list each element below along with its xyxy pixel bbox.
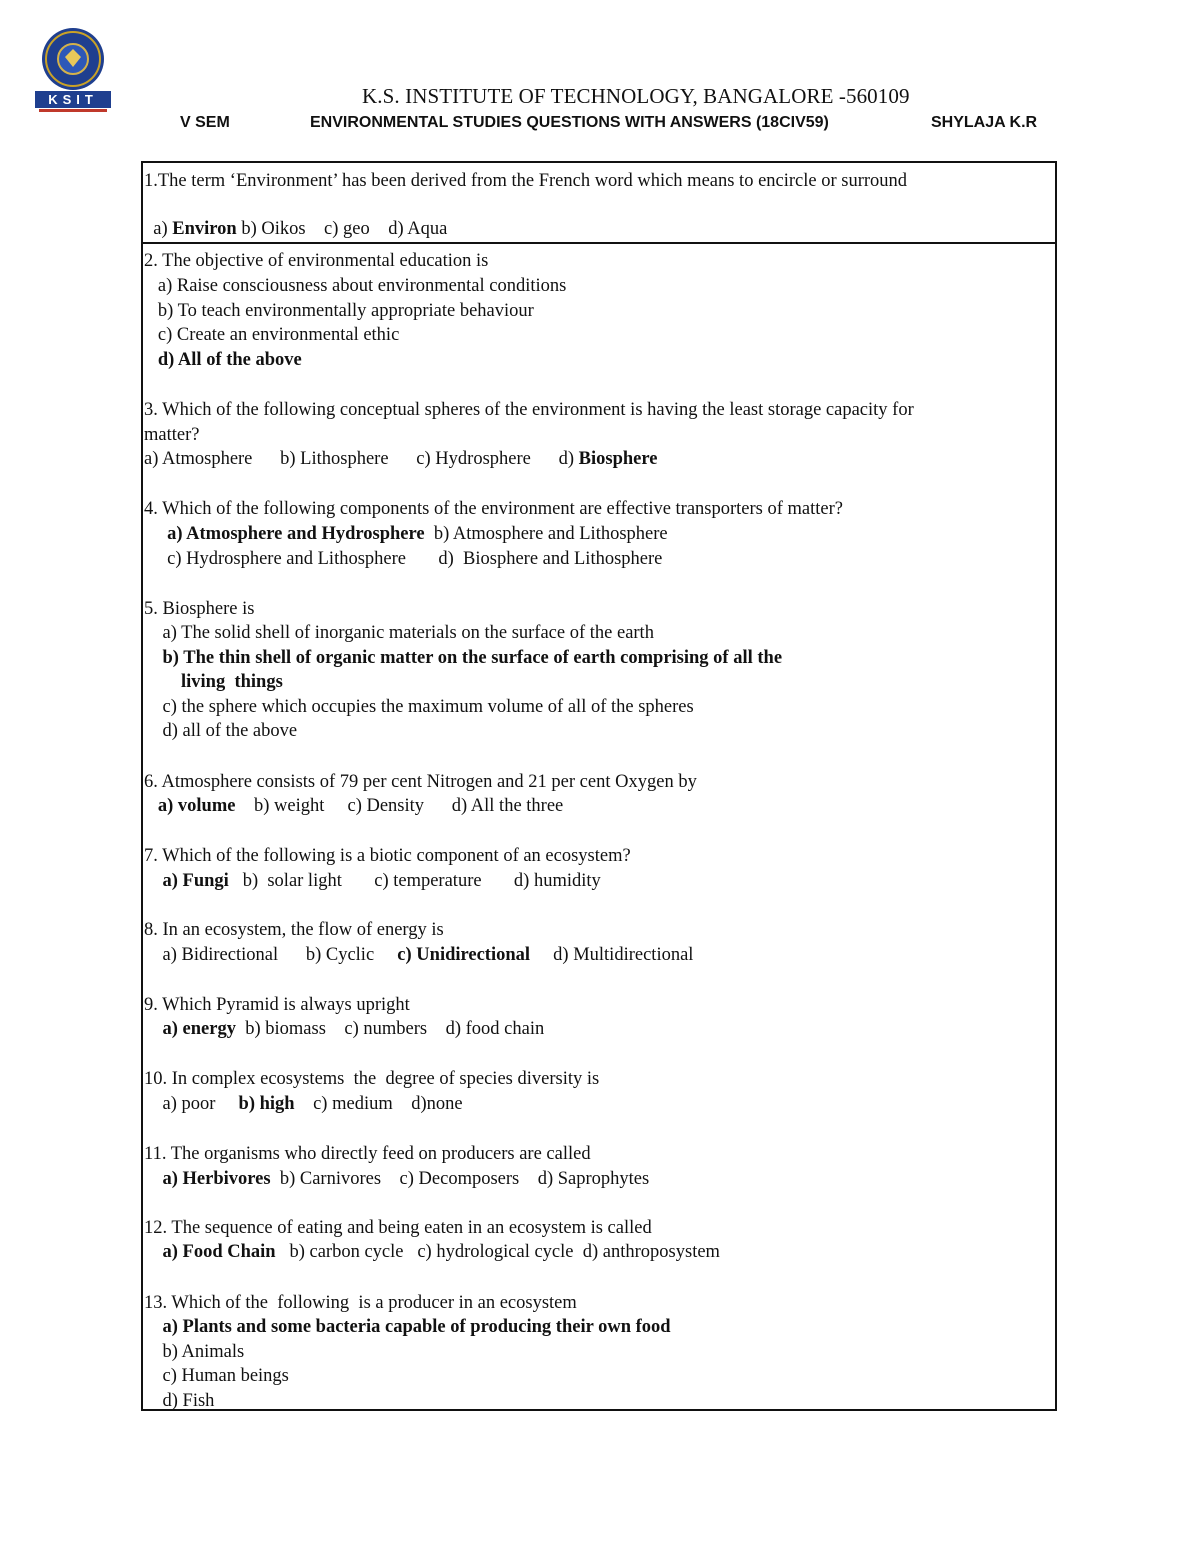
correct-answer: a) energy <box>162 1019 236 1039</box>
correct-answer: a) Plants and some bacteria capable of producing their own food <box>162 1317 671 1337</box>
text-segment: b) solar light c) temperature d) humidity <box>228 871 601 891</box>
text-segment: b) Oikos c) geo d) Aqua <box>236 219 448 239</box>
answer-option-line <box>144 522 668 546</box>
text-segment <box>144 1169 163 1189</box>
text-segment: c) the sphere which occupies the maximum volume of all of the spheres <box>144 697 694 717</box>
correct-answer: a) volume <box>157 796 236 816</box>
text-segment <box>144 871 163 891</box>
text-segment <box>144 648 163 668</box>
semester-label: V SEM <box>180 114 230 131</box>
text-segment: 10. In complex ecosystems the degree of species diversity is <box>144 1069 600 1089</box>
question-divider <box>143 242 1055 244</box>
answer-option-line <box>144 719 297 743</box>
question-text <box>144 1291 577 1315</box>
question-text <box>144 1067 599 1091</box>
text-segment: 2. The objective of environmental education is <box>144 251 489 271</box>
question-text <box>144 249 488 273</box>
correct-answer: d) All of the above <box>157 350 302 370</box>
text-segment: a) poor <box>144 1094 239 1114</box>
text-segment: 4. Which of the following components of the environment are effective transporters of matter? <box>144 499 843 519</box>
text-segment: a) Bidirectional b) Cyclic <box>144 945 398 965</box>
answer-option-line <box>144 1017 544 1041</box>
course-title: ENVIRONMENTAL STUDIES QUESTIONS WITH ANSWERS (18CIV59) <box>310 114 829 131</box>
text-segment: c) Hydrosphere and Lithosphere d) Biosphere and Lithosphere <box>144 549 663 569</box>
answer-option-line <box>144 348 302 372</box>
text-segment: 8. In an ecosystem, the flow of energy is <box>144 920 444 940</box>
text-segment: d) Fish <box>144 1391 215 1411</box>
answer-option-line <box>144 1340 244 1364</box>
text-segment: a) Atmosphere b) Lithosphere c) Hydrosphere d) <box>144 449 579 469</box>
answer-option-line <box>144 869 601 893</box>
answer-option-line <box>144 1389 214 1413</box>
answer-option-line <box>144 1240 720 1264</box>
answer-option-line <box>144 1167 649 1191</box>
text-segment: d) Multidirectional <box>530 945 694 965</box>
answer-option-line <box>144 670 283 694</box>
answer-option-line <box>144 299 534 323</box>
answer-option-line <box>144 323 399 347</box>
text-segment: 11. The organisms who directly feed on producers are called <box>144 1144 591 1164</box>
text-segment <box>144 1242 163 1262</box>
answer-option-line <box>144 447 657 471</box>
correct-answer: Biosphere <box>578 449 658 469</box>
text-segment: b) weight c) Density d) All the three <box>235 796 564 816</box>
answer-option-line <box>144 695 694 719</box>
faculty-name: SHYLAJA K.R <box>931 114 1038 131</box>
correct-answer: Environ <box>172 219 237 239</box>
text-segment: c) Human beings <box>144 1366 289 1386</box>
text-segment: a) <box>144 219 173 239</box>
svg-text:KSIT: KSIT <box>48 92 98 107</box>
text-segment: d) all of the above <box>144 721 298 741</box>
answer-option-line <box>144 646 782 670</box>
text-segment <box>144 1317 163 1337</box>
text-segment: 7. Which of the following is a biotic component of an ecosystem? <box>144 846 631 866</box>
text-segment: 13. Which of the following is a producer in an ecosystem <box>144 1293 577 1313</box>
text-segment: matter? <box>144 425 200 445</box>
answer-option-line <box>144 547 662 571</box>
answer-option-line <box>144 943 693 967</box>
correct-answer: a) Fungi <box>162 871 229 891</box>
answer-option-line <box>144 794 563 818</box>
text-segment: b) To teach environmentally appropriate behaviour <box>144 301 534 321</box>
text-segment <box>144 350 158 370</box>
text-segment <box>144 672 181 692</box>
answer-option-line <box>144 217 447 241</box>
question-text <box>144 844 631 868</box>
answer-option-line <box>144 423 199 447</box>
question-text <box>144 770 697 794</box>
question-text <box>144 398 914 422</box>
text-segment: a) The solid shell of inorganic materials on the surface of the earth <box>144 623 654 643</box>
answer-option-line <box>144 1315 671 1339</box>
text-segment: b) Animals <box>144 1342 245 1362</box>
text-segment: b) carbon cycle c) hydrological cycle d) anthroposystem <box>275 1242 720 1262</box>
text-segment: b) Carnivores c) Decomposers d) Saprophytes <box>270 1169 650 1189</box>
text-segment: a) Raise consciousness about environmental conditions <box>144 276 567 296</box>
question-text <box>144 918 444 942</box>
text-segment: b) Atmosphere and Lithosphere <box>424 524 668 544</box>
question-text <box>144 497 843 521</box>
text-segment <box>144 1019 163 1039</box>
question-text <box>144 1142 591 1166</box>
question-text <box>144 597 254 621</box>
text-segment: 5. Biosphere is <box>144 599 255 619</box>
text-segment: 3. Which of the following conceptual spheres of the environment is having the least storage capacity for <box>144 400 914 420</box>
correct-answer: living things <box>181 672 283 692</box>
correct-answer: a) Food Chain <box>162 1242 276 1262</box>
subtitle-row <box>0 114 1200 136</box>
question-text <box>144 169 907 193</box>
text-segment: 12. The sequence of eating and being eaten in an ecosystem is called <box>144 1218 652 1238</box>
question-box <box>141 161 1057 1411</box>
text-segment: 6. Atmosphere consists of 79 per cent Nitrogen and 21 per cent Oxygen by <box>144 772 697 792</box>
correct-answer: b) high <box>238 1094 295 1114</box>
text-segment: b) biomass c) numbers d) food chain <box>235 1019 545 1039</box>
text-segment: c) Create an environmental ethic <box>144 325 400 345</box>
answer-option-line <box>144 1364 289 1388</box>
question-text <box>144 1216 652 1240</box>
answer-option-line <box>144 621 654 645</box>
text-segment: 9. Which Pyramid is always upright <box>144 995 410 1015</box>
correct-answer: a) Herbivores <box>162 1169 271 1189</box>
text-segment <box>144 524 167 544</box>
correct-answer: c) Unidirectional <box>397 945 531 965</box>
text-segment <box>144 796 158 816</box>
question-text <box>144 993 410 1017</box>
correct-answer: b) The thin shell of organic matter on the surface of earth comprising of all the <box>162 648 783 668</box>
answer-option-line <box>144 1092 463 1116</box>
institute-title: K.S. INSTITUTE OF TECHNOLOGY, BANGALORE -560109 <box>362 84 910 108</box>
answer-option-line <box>144 274 566 298</box>
text-segment: c) medium d)none <box>294 1094 463 1114</box>
correct-answer: a) Atmosphere and Hydrosphere <box>167 524 425 544</box>
text-segment: 1.The term ‘Environment’ has been derived from the French word which means to encircle or surround <box>144 171 908 191</box>
